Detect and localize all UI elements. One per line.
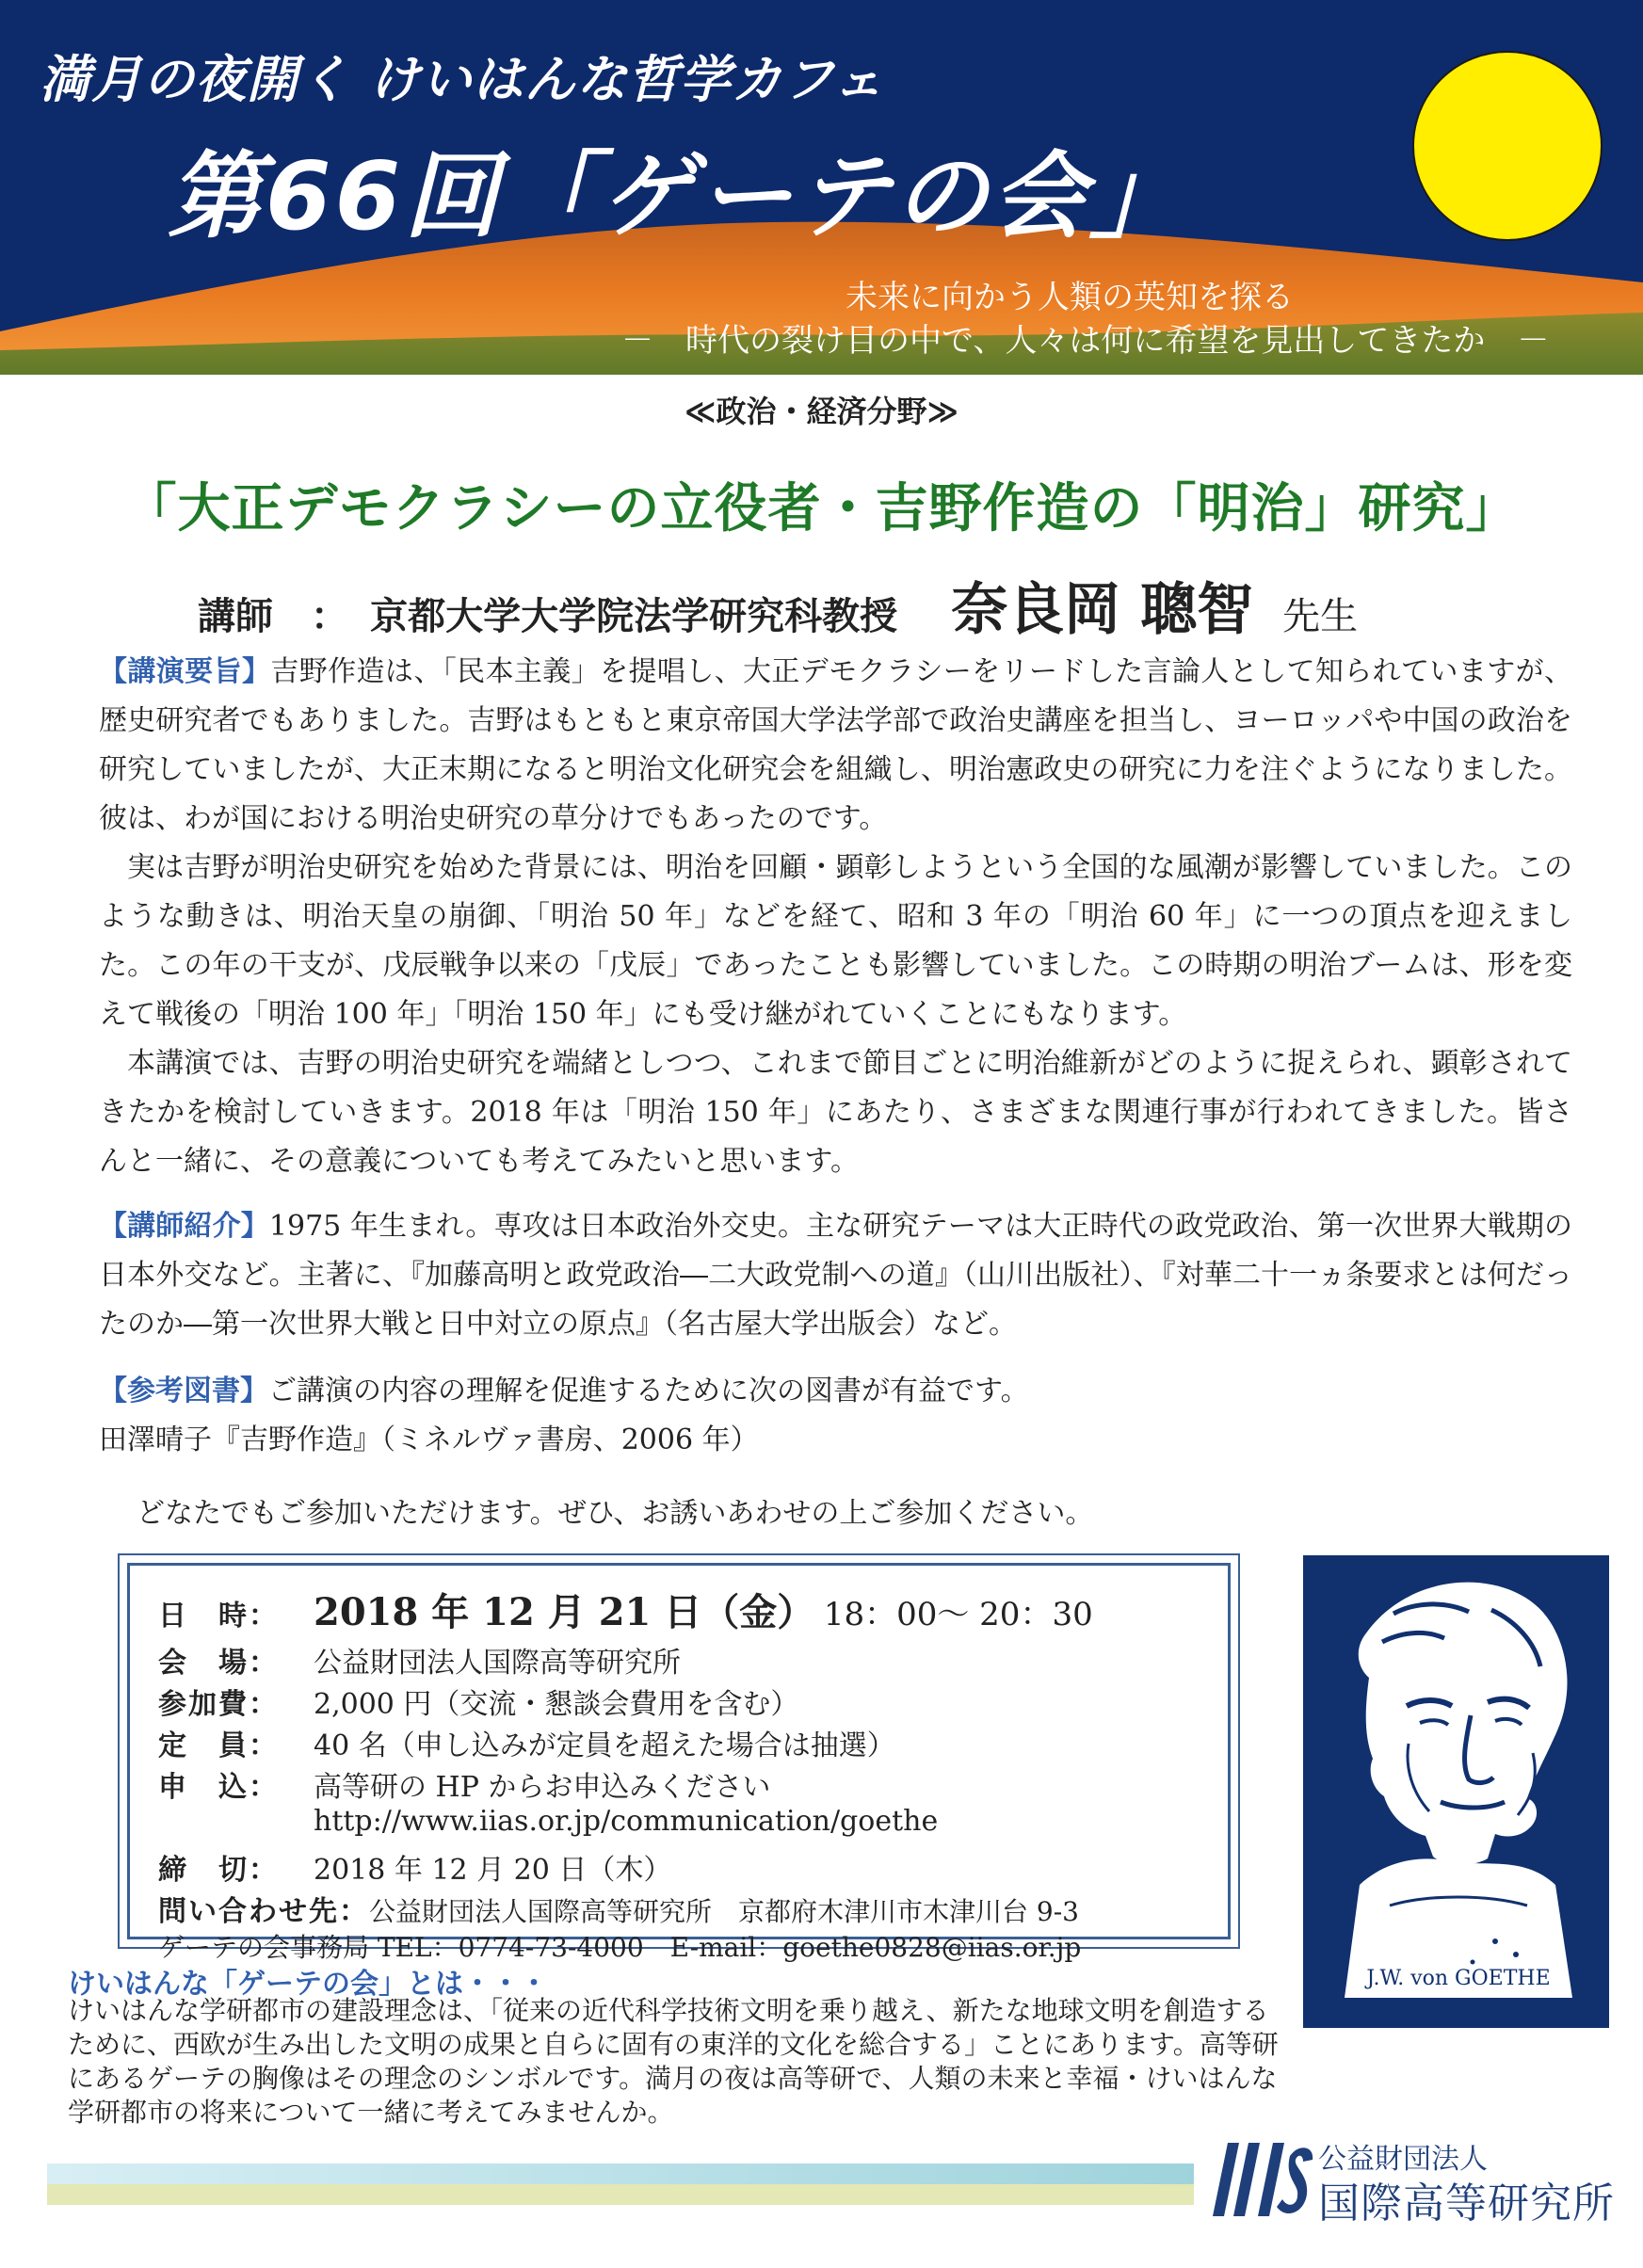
info-capacity-row [158,1722,895,1763]
event-info-box [118,1553,1240,1963]
summary-paragraph-2: 実は吉野が明治史研究を始めた背景には、明治を回顧・顕彰しようという全国的な風潮が影響していました。このような動きは、明治天皇の崩御、「明治 50 年」などを経て、昭和 3 年の「明治 60 年」に一つの頂点を迎えました。この年の干支が、戊辰戦争以来の「戊辰」であったことも影響していました。この時期の明治ブームは、形を変えて戦後の「明治 100 年」「明治 150 年」にも受け継がれていくことにもなります。 [99,851,1572,1031]
series-title: 満月の夜開く けいはんな哲学カフェ [40,50,885,109]
speaker-honorific: 先生 [1282,595,1359,638]
apply-url[interactable]: http://www.iias.or.jp/communication/goethe [314,1805,939,1838]
info-fee-row [158,1681,798,1722]
speaker-bio [99,1202,1572,1349]
about-heading: けいはんな「ゲーテの会」とは・・・ [68,1968,548,2001]
invitation-text: どなたでもご参加いただけます。ぜひ、お誘いあわせの上ご参加ください。 [137,1497,1094,1530]
info-contact-row [158,1888,1079,1929]
summary-label: 【講演要旨】 [99,655,271,688]
venue-value: 公益財団法人国際高等研究所 [314,1647,681,1680]
deadline-value: 2018 年 12 月 20 日（木） [314,1854,672,1887]
lecture-title: 「大正デモクラシーの立役者・吉野作造の「明治」研究」 [123,478,1520,539]
info-apply-row [158,1763,770,1805]
summary-paragraph-1: 吉野作造は、「民本主義」を提唱し、大正デモクラシーをリードした言論人として知られていますが、歴史研究者でもありました。吉野はもともと東京帝国大学法学部で政治史講座を担当し、ヨーロッパや中国の政治を研究していましたが、大正末期になると明治文化研究会を組織し、明治憲政史の研究に力を注ぐようになりました。彼は、わが国における明治史研究の草分けでもあったのです。 [99,655,1573,835]
goethe-bust-icon [1303,1555,1609,2028]
moon [1413,52,1602,240]
references-text: ご講演の内容の理解を促進するために次の図書が有益です。 [268,1375,1029,1407]
info-venue-row [158,1639,681,1681]
fee-label: 参加費： [158,1688,279,1721]
event-title: 第66回「ゲーテの会」 [168,141,1188,251]
speaker-role: 講師 ： [198,595,348,638]
bio-label: 【講師紹介】 [99,1210,269,1243]
category-label: ≪政治・経済分野≫ [684,394,958,429]
goethe-bust-image [1303,1555,1609,2028]
references-label: 【参考図書】 [99,1375,268,1407]
footer-bar [47,2163,1194,2205]
contact-value: 公益財団法人国際高等研究所 京都府木津川市木津川台 9-3 [369,1896,1079,1927]
org-type: 公益財団法人 [1318,2143,1488,2176]
about-text: けいはんな学研都市の建設理念は、「従来の近代科学技術文明を乗り越え、新たな地球文明を創造するために、西欧が生み出した文明の成果と自らに固有の東洋的文化を総合する」ことにあります。高等研にあるゲーテの胸像はその理念のシンボルです。満月の夜は高等研で、人類の未来と幸福・けいはんな学研都市の将来について一緒に考えてみませんか。 [68,1995,1279,2128]
time-value: 18：00～ 20：30 [823,1596,1093,1633]
apply-label: 申 込： [158,1771,279,1804]
goethe-caption: J.W. von GOETHE [1366,1967,1551,1990]
tagline-main: 未来に向かう人類の英知を探る [846,279,1294,316]
capacity-value: 40 名（申し込みが定員を超えた場合は抽選） [314,1729,895,1762]
org-name: 国際高等研究所 [1318,2180,1615,2228]
iias-logo-text: IIAS [1211,2137,1214,2138]
bio-text: 1975 年生まれ。専攻は日本政治外交史。主な研究テーマは大正時代の政党政治、第一次世界大戦期の日本外交など。主著に、『加藤高明と政党政治―二大政党制への道』（山川出版社）、『対華二十一ヵ条要求とは何だったのか―第一次世界大戦と日中対立の原点』（名古屋大学出版会）など。 [99,1210,1573,1341]
iias-logo [1211,2137,1314,2222]
info-deadline-row [158,1846,671,1888]
fee-value: 2,000 円（交流・懇談会費用を含む） [314,1688,799,1721]
venue-label: 会 場： [158,1647,279,1680]
banner [0,0,1643,375]
speaker-name: 奈良岡 聰智 [951,577,1254,643]
capacity-label: 定 員： [158,1729,279,1762]
reference-book: 田澤晴子『吉野作造』（ミネルヴァ書房、2006 年） [99,1424,759,1456]
info-date-row [158,1583,1093,1636]
date-value: 2018 年 12 月 21 日（金） [314,1590,815,1634]
summary-paragraph-3: 本講演では、吉野の明治史研究を端緒としつつ、これまで節目ごとに明治維新がどのように捉えられ、顕彰されてきたかを検討していきます。2018 年は「明治 150 年」にあたり、さまざまな関連行事が行われてきました。皆さんと一緒に、その意義についても考えてみたいと思います。 [99,1047,1572,1178]
tagline-sub: － 時代の裂け目の中で、人々は何に希望を見出してきたか － [621,322,1550,360]
date-label: 日 時： [158,1600,279,1633]
references [99,1367,1572,1416]
lecture-summary [99,648,1572,1186]
deadline-label: 締 切： [158,1854,279,1887]
contact-line-2: ゲーテの会事務局 TEL：0774-73-4000 E-mail：goethe0828@iias.or.jp [158,1932,1082,1963]
apply-value: 高等研の HP からお申込みください [314,1771,771,1804]
speaker-line [198,565,1358,646]
speaker-affiliation: 京都大学大学院法学研究科教授 [370,595,898,638]
contact-label: 問い合わせ先： [158,1895,369,1928]
